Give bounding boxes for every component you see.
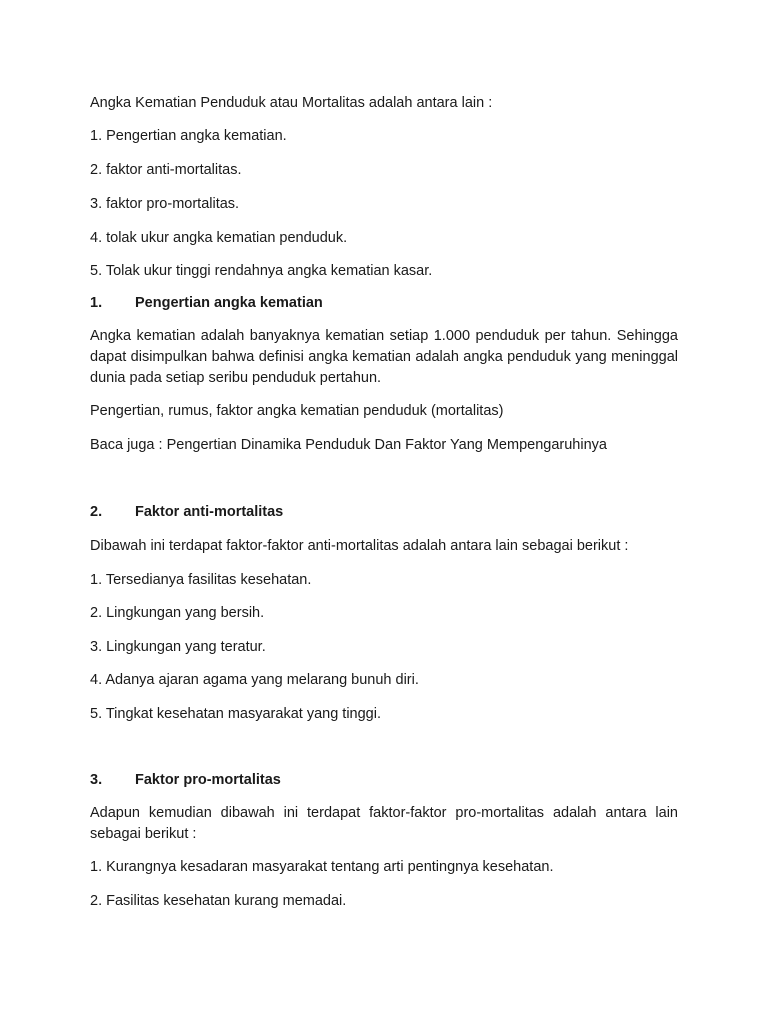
list-item: 1. Tersedianya fasilitas kesehatan. [90,572,312,588]
toc-item: 4. tolak ukur angka kematian penduduk. [90,230,348,246]
section-heading [90,770,281,790]
section-number: 2. [90,504,103,520]
read-also-line: Baca juga : Pengertian Dinamika Penduduk Dan Faktor Yang Mempengaruhinya [90,437,607,453]
section-number: 3. [90,772,103,788]
section-heading [90,502,283,522]
section-title: Faktor anti-mortalitas [135,504,284,520]
section-title: Faktor pro-mortalitas [135,772,281,788]
list-item: 4. Adanya ajaran agama yang melarang bunuh diri. [90,672,419,688]
list-item: 2. Fasilitas kesehatan kurang memadai. [90,893,347,909]
intro-text: Angka Kematian Penduduk atau Mortalitas adalah antara lain : [90,95,493,111]
section-heading [90,293,323,313]
section-paragraph: Dibawah ini terdapat faktor-faktor anti-mortalitas adalah antara lain sebagai berikut : [90,538,629,554]
toc-item: 1. Pengertian angka kematian. [90,128,287,144]
list-item: 2. Lingkungan yang bersih. [90,605,265,621]
section-paragraph: Adapun kemudian dibawah ini terdapat faktor-faktor pro-mortalitas adalah antara lain sebagai berikut : [90,805,678,842]
section-number: 1. [90,295,103,311]
paragraph-line: Pengertian, rumus, faktor angka kematian penduduk (mortalitas) [90,403,504,419]
toc-item: 2. faktor anti-mortalitas. [90,162,242,178]
list-item: 5. Tingkat kesehatan masyarakat yang tinggi. [90,706,381,722]
toc-item: 5. Tolak ukur tinggi rendahnya angka kematian kasar. [90,263,433,279]
section-title: Pengertian angka kematian [135,295,323,311]
toc-item: 3. faktor pro-mortalitas. [90,196,240,212]
section-paragraph: Angka kematian adalah banyaknya kematian setiap 1.000 penduduk per tahun. Sehingga dapat disimpulkan bahwa definisi angka kematian adalah angka penduduk yang meninggal dunia pada setiap seribu penduduk pertahun. [90,328,678,386]
list-item: 1. Kurangnya kesadaran masyarakat tentang arti pentingnya kesehatan. [90,859,554,875]
list-item: 3. Lingkungan yang teratur. [90,639,266,655]
